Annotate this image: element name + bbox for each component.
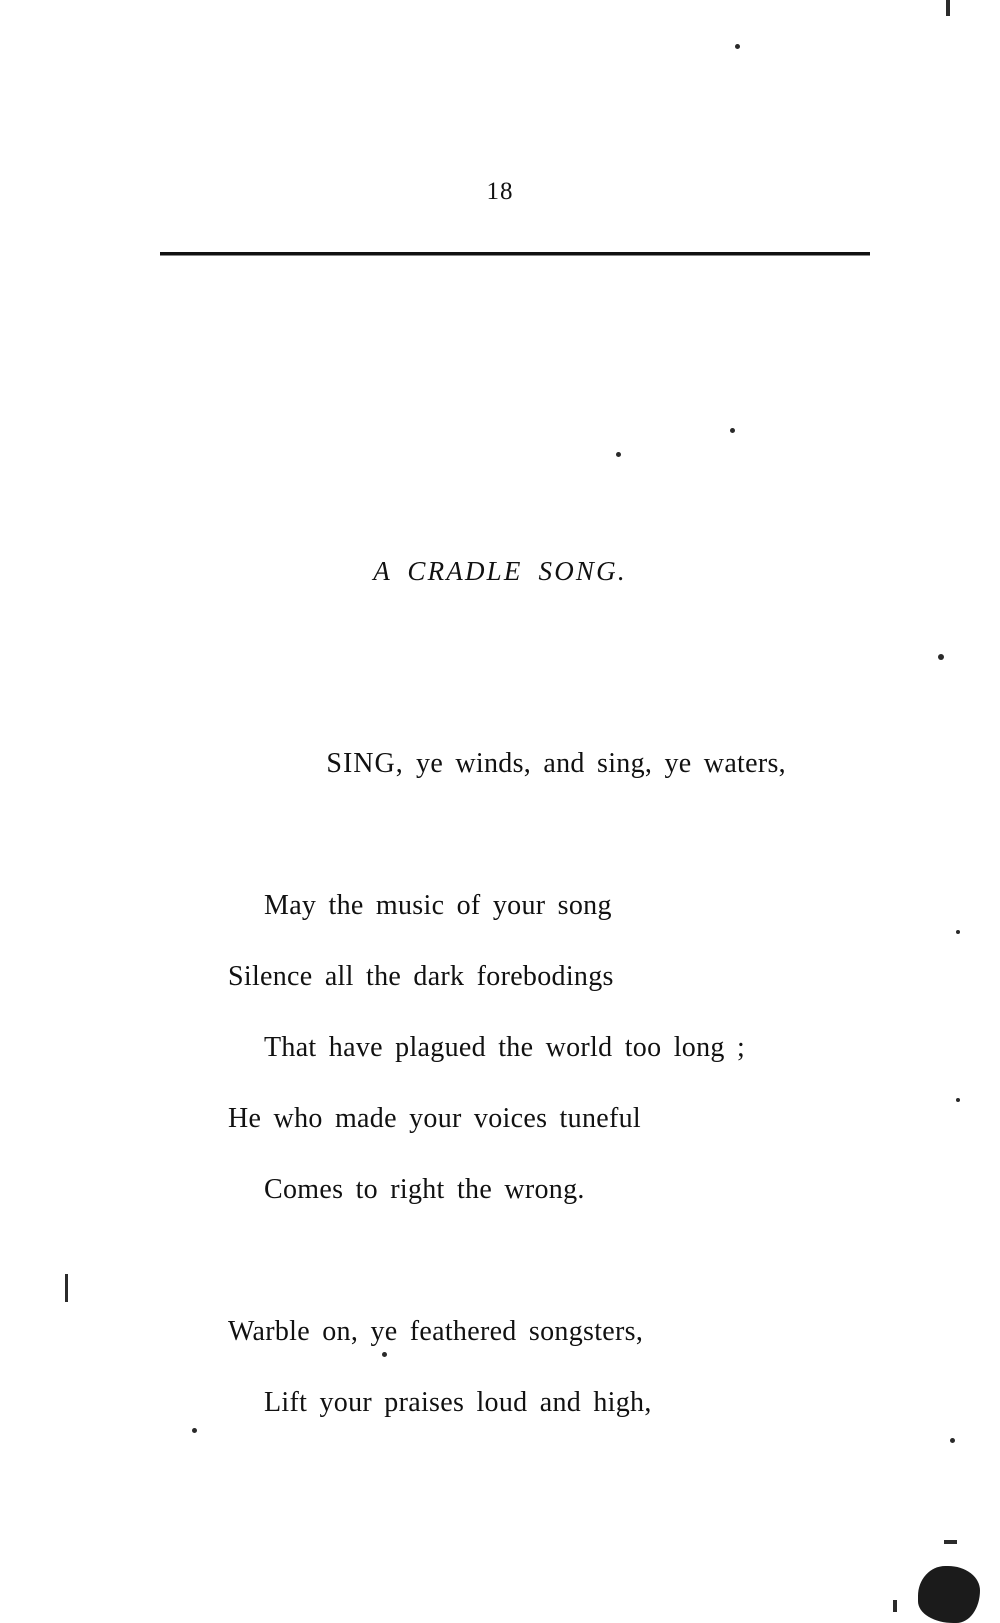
scan-bracket-mark <box>65 1274 68 1302</box>
scan-speck <box>950 1438 955 1443</box>
poem-line: Silence all the dark forebodings <box>228 961 614 992</box>
poem-line-smallcaps-opening: SING, <box>326 748 404 779</box>
scan-speck <box>616 452 621 457</box>
scan-edge-mark <box>946 0 950 16</box>
scan-speck <box>192 1428 197 1433</box>
scan-speck <box>938 654 944 660</box>
poem-line: May the music of your song <box>264 890 612 921</box>
header-rule <box>160 252 870 256</box>
scan-speck <box>730 428 735 433</box>
poem-line: Lift your praises loud and high, <box>264 1387 652 1418</box>
poem-line <box>228 657 928 870</box>
stanza <box>228 1296 928 1438</box>
poem-line: Warble on, ye feathered songsters, <box>228 1316 644 1347</box>
poem-line: He who made your voices tuneful <box>228 1103 641 1134</box>
scan-corner-blob <box>918 1566 980 1623</box>
scan-dash-mark <box>944 1540 957 1544</box>
scan-speck <box>735 44 740 49</box>
poem-body <box>228 657 928 1438</box>
page-number: 18 <box>486 178 514 205</box>
poem-line: That have plagued the world too long ; <box>264 1032 746 1063</box>
scan-speck <box>956 930 960 934</box>
scan-speck <box>382 1352 387 1357</box>
poem-title: A CRADLE SONG. <box>373 556 627 586</box>
header-rule-thin <box>160 255 870 256</box>
stanza <box>228 657 928 1225</box>
scan-speck <box>956 1098 960 1102</box>
scan-tick-mark <box>893 1600 897 1612</box>
poem-line-rest: ye winds, and sing, ye waters, <box>403 748 786 779</box>
poem-line: Comes to right the wrong. <box>264 1174 585 1205</box>
